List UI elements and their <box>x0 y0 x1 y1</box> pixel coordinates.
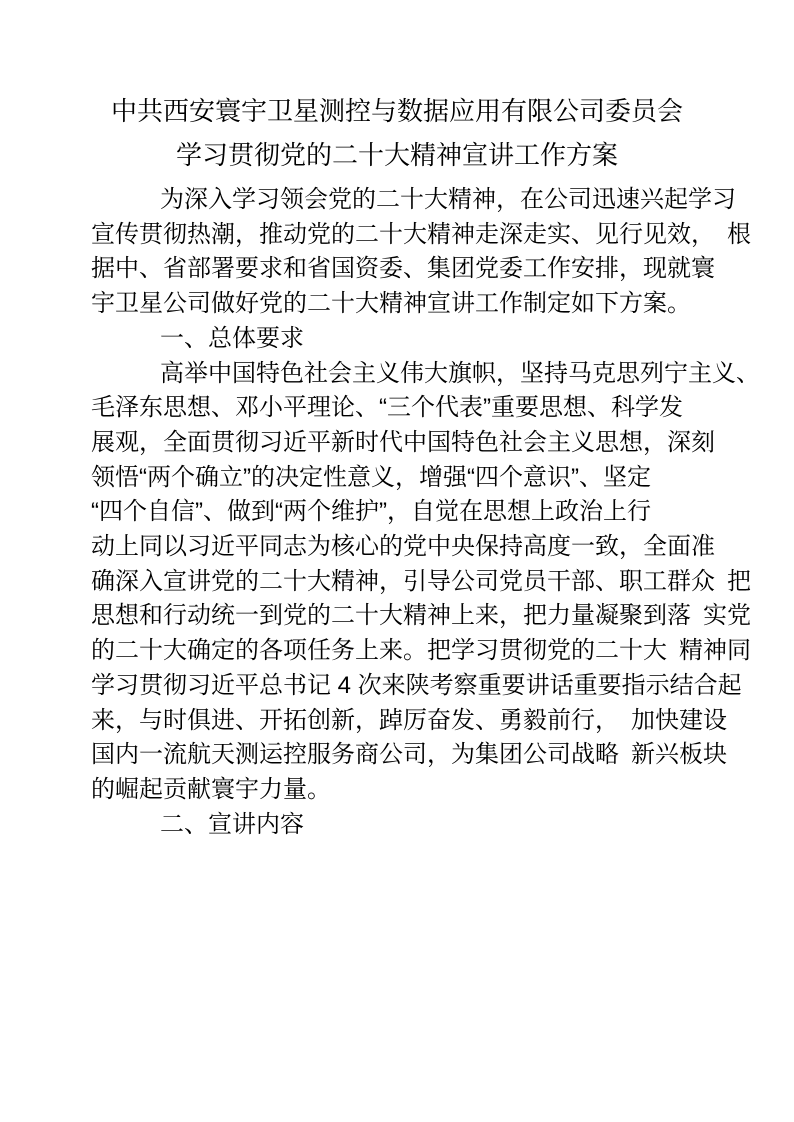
text-line: 二、宣讲内容 <box>160 810 304 838</box>
text-line: 高举中国特色社会主义伟大旗帜，坚持马克思列宁主义、 <box>160 359 760 387</box>
document-title-line: 中共西安寰宇卫星测控与数据应用有限公司委员会 <box>110 97 683 126</box>
text-line: 国内一流航天测运控服务商公司，为集团公司战略 新兴板块 <box>91 741 727 769</box>
document-title <box>0 90 794 178</box>
text-line: 确深入宣讲党的二十大精神，引导公司党员干部、职工群众 把 <box>91 567 751 595</box>
text-line: “四个自信”、做到“两个维护”，自觉在思想上政治上行 <box>91 498 651 526</box>
text-line: 展观，全面贯彻习近平新时代中国特色社会主义思想，深刻 <box>91 428 715 456</box>
text-line: 动上同以习近平同志为核心的党中央保持高度一致，全面准 <box>91 533 715 561</box>
document-title-line: 学习贯彻党的二十大精神宣讲工作方案 <box>175 141 618 170</box>
text-line: 为深入学习领会党的二十大精神，在公司迅速兴起学习 <box>160 186 736 213</box>
text-line: 的崛起贡献寰宇力量。 <box>91 775 331 803</box>
text-line: 宣传贯彻热潮，推动党的二十大精神走深走实、见行见效， 根 <box>91 220 751 248</box>
text-line: 毛泽东思想、邓小平理论、“三个代表”重要思想、科学发 <box>91 394 683 422</box>
text-line: 领悟“两个确立”的决定性意义，增强“四个意识”、坚定 <box>91 463 651 491</box>
section-heading <box>91 322 744 357</box>
text-line: 据中、省部署要求和省国资委、集团党委工作安排，现就寰 <box>91 255 715 283</box>
text-line: 宇卫星公司做好党的二十大精神宣讲工作制定如下方案。 <box>91 290 691 318</box>
text-line: 学习贯彻习近平总书记 4 次来陕考察重要讲话重要指示结合起 <box>91 671 742 699</box>
text-line: 思想和行动统一到党的二十大精神上来，把力量凝聚到落 实党 <box>91 602 751 630</box>
text-line: 一、总体要求 <box>160 324 304 352</box>
text-line: 的二十大确定的各项任务上来。把学习贯彻党的二十大 精神同 <box>91 637 751 665</box>
body-paragraph <box>91 357 760 808</box>
text-line: 来，与时俱进、开拓创新，踔厉奋发、勇毅前行， 加快建设 <box>91 706 727 734</box>
body-paragraph <box>91 183 751 322</box>
document-body <box>91 183 760 842</box>
section-heading <box>91 808 744 843</box>
